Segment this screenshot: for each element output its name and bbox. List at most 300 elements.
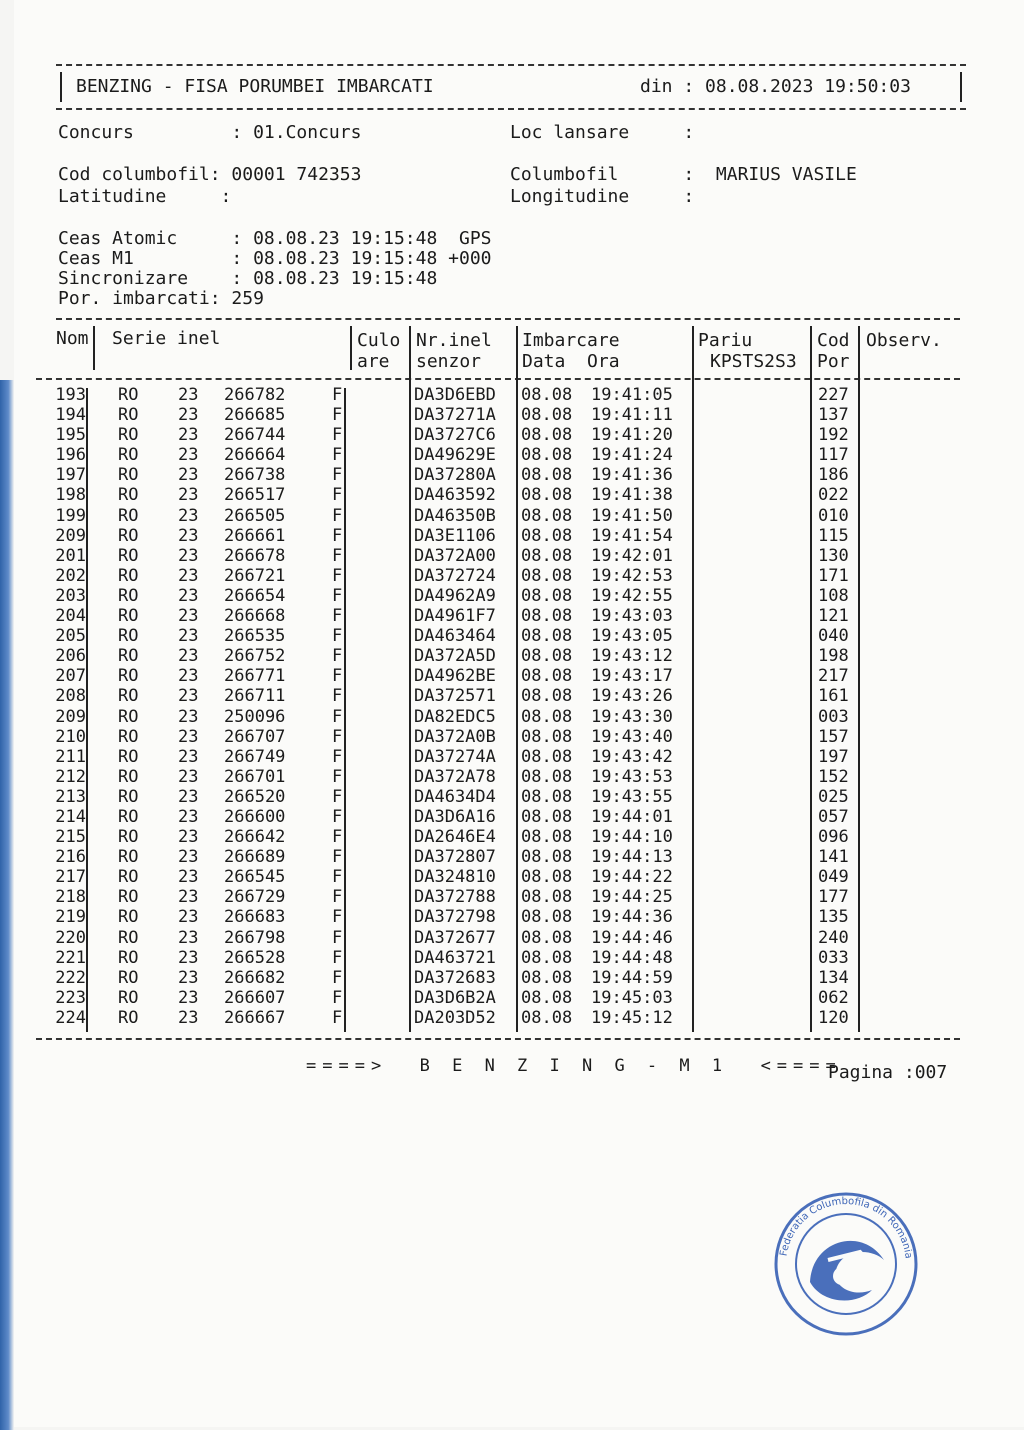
cell-nom: 219 bbox=[55, 907, 86, 928]
cell-country: RO bbox=[118, 545, 139, 566]
cell-country: RO bbox=[118, 947, 139, 968]
cell-sensor: DA37280A bbox=[414, 465, 496, 486]
cell-sex: F bbox=[332, 806, 343, 827]
cell-date: 08.08 bbox=[521, 525, 573, 546]
cell-cod: 161 bbox=[818, 686, 849, 707]
cell-time: 19:44:22 bbox=[591, 867, 673, 888]
cell-date: 08.08 bbox=[521, 806, 573, 827]
cell-ring: 266701 bbox=[224, 766, 286, 787]
cell-country: RO bbox=[118, 887, 139, 908]
col-culoare-1: Culo bbox=[357, 330, 401, 351]
cell-year: 23 bbox=[178, 987, 199, 1008]
cell-sex: F bbox=[332, 786, 343, 807]
cell-ring: 266607 bbox=[224, 987, 286, 1008]
cell-nom: 224 bbox=[55, 1007, 86, 1028]
cell-ring: 266782 bbox=[224, 385, 286, 405]
cell-sensor: DA46350B bbox=[414, 505, 496, 526]
cell-date: 08.08 bbox=[521, 987, 573, 1008]
cell-nom: 197 bbox=[55, 465, 86, 486]
cell-country: RO bbox=[118, 1007, 139, 1028]
cell-ring: 266749 bbox=[224, 746, 286, 767]
cell-sex: F bbox=[332, 445, 343, 466]
cell-sex: F bbox=[332, 887, 343, 908]
col-cod-por-1: Cod bbox=[817, 330, 850, 351]
cell-year: 23 bbox=[178, 927, 199, 948]
cell-cod: 152 bbox=[818, 766, 849, 787]
cell-ring: 266729 bbox=[224, 887, 286, 908]
cell-date: 08.08 bbox=[521, 867, 573, 888]
cell-nom: 221 bbox=[55, 947, 86, 968]
col-nr-inel-2: senzor bbox=[416, 351, 482, 372]
cell-date: 08.08 bbox=[521, 585, 573, 606]
cell-ring: 266664 bbox=[224, 445, 286, 466]
cell-nom: 223 bbox=[55, 987, 86, 1008]
header-right-bar bbox=[960, 72, 962, 102]
cell-time: 19:43:05 bbox=[591, 626, 673, 647]
cell-year: 23 bbox=[178, 565, 199, 586]
latitudine-line: Latitudine : bbox=[58, 186, 243, 207]
cell-nom: 196 bbox=[55, 445, 86, 466]
sep-pariu bbox=[810, 326, 812, 1032]
cell-country: RO bbox=[118, 847, 139, 868]
cell-cod: 096 bbox=[818, 827, 849, 848]
cell-country: RO bbox=[118, 385, 139, 405]
cell-ring: 266711 bbox=[224, 686, 286, 707]
col-nr-inel-1: Nr.inel bbox=[416, 330, 492, 351]
cell-sex: F bbox=[332, 686, 343, 707]
cell-time: 19:44:48 bbox=[591, 947, 673, 968]
cell-nom: 216 bbox=[55, 847, 86, 868]
cell-date: 08.08 bbox=[521, 746, 573, 767]
cell-date: 08.08 bbox=[521, 626, 573, 647]
cell-sensor: DA4634D4 bbox=[414, 786, 496, 807]
cell-time: 19:41:05 bbox=[591, 385, 673, 405]
cell-date: 08.08 bbox=[521, 847, 573, 868]
cell-date: 08.08 bbox=[521, 405, 573, 426]
header-bottom-rule bbox=[56, 108, 966, 110]
sep-serie bbox=[344, 388, 346, 1032]
sep-nom bbox=[86, 388, 88, 1032]
col-observ: Observ. bbox=[866, 330, 942, 351]
sep-culoare bbox=[409, 326, 411, 1032]
cell-nom: 195 bbox=[55, 425, 86, 446]
cell-country: RO bbox=[118, 907, 139, 928]
cell-country: RO bbox=[118, 806, 139, 827]
cell-cod: 117 bbox=[818, 445, 849, 466]
col-pariu-2: KPSTS2S3 bbox=[710, 351, 797, 372]
cell-ring: 266738 bbox=[224, 465, 286, 486]
cell-year: 23 bbox=[178, 525, 199, 546]
cell-nom: 209 bbox=[55, 525, 86, 546]
cell-cod: 198 bbox=[818, 646, 849, 667]
cell-time: 19:41:38 bbox=[591, 485, 673, 506]
cell-country: RO bbox=[118, 786, 139, 807]
cell-sensor: DA37274A bbox=[414, 746, 496, 767]
cell-nom: 209 bbox=[55, 706, 86, 727]
cell-time: 19:42:01 bbox=[591, 545, 673, 566]
col-culoare-2: are bbox=[357, 351, 390, 372]
cell-sex: F bbox=[332, 726, 343, 747]
cell-ring: 266505 bbox=[224, 505, 286, 526]
loc-lansare-line: Loc lansare : bbox=[510, 122, 706, 143]
cell-ring: 266752 bbox=[224, 646, 286, 667]
cell-country: RO bbox=[118, 686, 139, 707]
cell-sensor: DA82EDC5 bbox=[414, 706, 496, 727]
scan-edge bbox=[0, 380, 14, 1430]
cell-sex: F bbox=[332, 385, 343, 405]
cell-time: 19:45:12 bbox=[591, 1007, 673, 1028]
cell-date: 08.08 bbox=[521, 505, 573, 526]
cell-time: 19:44:01 bbox=[591, 806, 673, 827]
table-header-rule bbox=[36, 378, 960, 380]
cell-cod: 137 bbox=[818, 405, 849, 426]
ceas-m1-line: Ceas M1 : 08.08.23 19:15:48 +000 bbox=[58, 248, 492, 269]
cell-date: 08.08 bbox=[521, 565, 573, 586]
cell-sensor: DA372788 bbox=[414, 887, 496, 908]
cell-sex: F bbox=[332, 827, 343, 848]
cell-year: 23 bbox=[178, 445, 199, 466]
cell-ring: 266668 bbox=[224, 606, 286, 627]
ceas-atomic-line: Ceas Atomic : 08.08.23 19:15:48 GPS bbox=[58, 228, 492, 249]
cell-year: 23 bbox=[178, 405, 199, 426]
table-top-rule bbox=[56, 318, 960, 320]
cell-ring: 266683 bbox=[224, 907, 286, 928]
cell-country: RO bbox=[118, 766, 139, 787]
cell-nom: 203 bbox=[55, 585, 86, 606]
cell-sex: F bbox=[332, 706, 343, 727]
cell-sensor: DA372683 bbox=[414, 967, 496, 988]
cell-nom: 206 bbox=[55, 646, 86, 667]
cell-year: 23 bbox=[178, 907, 199, 928]
cell-time: 19:44:59 bbox=[591, 967, 673, 988]
sep-serie-header bbox=[350, 326, 352, 370]
cell-nom: 198 bbox=[55, 485, 86, 506]
sep-cod bbox=[858, 326, 860, 1032]
cell-nom: 220 bbox=[55, 927, 86, 948]
cell-time: 19:43:53 bbox=[591, 766, 673, 787]
cell-country: RO bbox=[118, 746, 139, 767]
page-number: Pagina :007 bbox=[828, 1062, 948, 1083]
cell-time: 19:43:30 bbox=[591, 706, 673, 727]
cell-time: 19:43:55 bbox=[591, 786, 673, 807]
cell-country: RO bbox=[118, 987, 139, 1008]
cell-country: RO bbox=[118, 706, 139, 727]
cell-cod: 141 bbox=[818, 847, 849, 868]
cell-ring: 266600 bbox=[224, 806, 286, 827]
cell-cod: 227 bbox=[818, 385, 849, 405]
cell-nom: 202 bbox=[55, 565, 86, 586]
cell-sex: F bbox=[332, 867, 343, 888]
cell-ring: 266642 bbox=[224, 827, 286, 848]
cell-year: 23 bbox=[178, 646, 199, 667]
cell-cod: 108 bbox=[818, 585, 849, 606]
cell-sex: F bbox=[332, 666, 343, 687]
cell-date: 08.08 bbox=[521, 766, 573, 787]
cell-sex: F bbox=[332, 907, 343, 928]
cell-sex: F bbox=[332, 505, 343, 526]
cell-country: RO bbox=[118, 666, 139, 687]
cell-cod: 134 bbox=[818, 967, 849, 988]
cell-year: 23 bbox=[178, 686, 199, 707]
sincronizare-line: Sincronizare : 08.08.23 19:15:48 bbox=[58, 268, 438, 289]
cell-time: 19:41:36 bbox=[591, 465, 673, 486]
cell-time: 19:41:50 bbox=[591, 505, 673, 526]
cell-nom: 213 bbox=[55, 786, 86, 807]
cell-sex: F bbox=[332, 485, 343, 506]
cell-nom: 201 bbox=[55, 545, 86, 566]
cell-sex: F bbox=[332, 585, 343, 606]
cell-year: 23 bbox=[178, 947, 199, 968]
cell-country: RO bbox=[118, 827, 139, 848]
cell-cod: 049 bbox=[818, 867, 849, 888]
cell-sex: F bbox=[332, 425, 343, 446]
cell-country: RO bbox=[118, 505, 139, 526]
cell-date: 08.08 bbox=[521, 465, 573, 486]
cell-cod: 186 bbox=[818, 465, 849, 486]
cell-cod: 217 bbox=[818, 666, 849, 687]
cell-country: RO bbox=[118, 445, 139, 466]
cell-date: 08.08 bbox=[521, 666, 573, 687]
cell-sex: F bbox=[332, 405, 343, 426]
cell-cod: 010 bbox=[818, 505, 849, 526]
cell-date: 08.08 bbox=[521, 485, 573, 506]
cell-nom: 211 bbox=[55, 746, 86, 767]
cell-year: 23 bbox=[178, 485, 199, 506]
cell-time: 19:44:10 bbox=[591, 827, 673, 848]
cell-sensor: DA4962A9 bbox=[414, 585, 496, 606]
cell-sex: F bbox=[332, 927, 343, 948]
cell-ring: 266678 bbox=[224, 545, 286, 566]
cell-nom: 218 bbox=[55, 887, 86, 908]
cell-sex: F bbox=[332, 465, 343, 486]
cell-sex: F bbox=[332, 565, 343, 586]
cell-time: 19:41:54 bbox=[591, 525, 673, 546]
cell-date: 08.08 bbox=[521, 646, 573, 667]
cell-date: 08.08 bbox=[521, 545, 573, 566]
sep-sensor bbox=[516, 326, 518, 1032]
cell-country: RO bbox=[118, 465, 139, 486]
cell-time: 19:43:03 bbox=[591, 606, 673, 627]
cell-sex: F bbox=[332, 847, 343, 868]
cell-year: 23 bbox=[178, 706, 199, 727]
cell-year: 23 bbox=[178, 465, 199, 486]
cell-country: RO bbox=[118, 967, 139, 988]
col-imbarcare-1: Imbarcare bbox=[522, 330, 620, 351]
cell-nom: 193 bbox=[55, 385, 86, 405]
cell-time: 19:41:11 bbox=[591, 405, 673, 426]
col-nom: Nom bbox=[56, 328, 89, 349]
cell-sensor: DA3D6A16 bbox=[414, 806, 496, 827]
cell-sensor: DA3D6EBD bbox=[414, 385, 496, 405]
footer-band: ====> B E N Z I N G - M 1 <==== bbox=[306, 1056, 842, 1076]
cell-date: 08.08 bbox=[521, 706, 573, 727]
col-cod-por-2: Por bbox=[817, 351, 850, 372]
cell-country: RO bbox=[118, 726, 139, 747]
cell-date: 08.08 bbox=[521, 907, 573, 928]
cell-country: RO bbox=[118, 646, 139, 667]
cell-sensor: DA372798 bbox=[414, 907, 496, 928]
cell-ring: 266707 bbox=[224, 726, 286, 747]
cell-year: 23 bbox=[178, 766, 199, 787]
cell-country: RO bbox=[118, 927, 139, 948]
cell-year: 23 bbox=[178, 806, 199, 827]
cell-date: 08.08 bbox=[521, 1007, 573, 1028]
cell-nom: 204 bbox=[55, 606, 86, 627]
cell-cod: 171 bbox=[818, 565, 849, 586]
cell-time: 19:44:25 bbox=[591, 887, 673, 908]
cell-cod: 003 bbox=[818, 706, 849, 727]
cell-sensor: DA463592 bbox=[414, 485, 496, 506]
cell-date: 08.08 bbox=[521, 927, 573, 948]
cell-year: 23 bbox=[178, 385, 199, 405]
stamp-text: Federatia Columbofila din Romania bbox=[778, 1195, 914, 1260]
cell-date: 08.08 bbox=[521, 686, 573, 707]
cell-sensor: DA372724 bbox=[414, 565, 496, 586]
cell-sex: F bbox=[332, 1007, 343, 1028]
concurs-line: Concurs : 01.Concurs bbox=[58, 122, 362, 143]
cell-time: 19:44:46 bbox=[591, 927, 673, 948]
col-serie-inel: Serie inel bbox=[112, 328, 221, 349]
cell-cod: 130 bbox=[818, 545, 849, 566]
cell-nom: 207 bbox=[55, 666, 86, 687]
cell-sensor: DA372571 bbox=[414, 686, 496, 707]
col-pariu-1: Pariu bbox=[698, 330, 753, 351]
cell-time: 19:44:36 bbox=[591, 907, 673, 928]
cell-sex: F bbox=[332, 967, 343, 988]
cell-sensor: DA372A00 bbox=[414, 545, 496, 566]
cell-time: 19:42:53 bbox=[591, 565, 673, 586]
longitudine-line: Longitudine : bbox=[510, 186, 706, 207]
cell-ring: 266654 bbox=[224, 585, 286, 606]
stamp-seal-icon bbox=[772, 1190, 920, 1338]
cell-sensor: DA3E1106 bbox=[414, 525, 496, 546]
cell-sensor: DA203D52 bbox=[414, 1007, 496, 1028]
cell-year: 23 bbox=[178, 1007, 199, 1028]
cell-sensor: DA372677 bbox=[414, 927, 496, 948]
cell-country: RO bbox=[118, 425, 139, 446]
cell-time: 19:43:40 bbox=[591, 726, 673, 747]
cell-date: 08.08 bbox=[521, 967, 573, 988]
cell-sex: F bbox=[332, 606, 343, 627]
cell-sensor: DA372807 bbox=[414, 847, 496, 868]
col-imbarcare-2: Data Ora bbox=[522, 351, 620, 372]
cell-sensor: DA463721 bbox=[414, 947, 496, 968]
cell-country: RO bbox=[118, 485, 139, 506]
cell-sensor: DA372A0B bbox=[414, 726, 496, 747]
cell-sensor: DA37271A bbox=[414, 405, 496, 426]
sep-imbarcare bbox=[692, 326, 694, 1032]
cell-year: 23 bbox=[178, 746, 199, 767]
cell-sensor: DA372A78 bbox=[414, 766, 496, 787]
cell-cod: 177 bbox=[818, 887, 849, 908]
cell-sex: F bbox=[332, 987, 343, 1008]
cell-ring: 266682 bbox=[224, 967, 286, 988]
cell-sex: F bbox=[332, 947, 343, 968]
cell-nom: 217 bbox=[55, 867, 86, 888]
cell-cod: 057 bbox=[818, 806, 849, 827]
header-left-bar bbox=[60, 72, 62, 102]
cell-sensor: DA49629E bbox=[414, 445, 496, 466]
cell-sex: F bbox=[332, 746, 343, 767]
cell-year: 23 bbox=[178, 606, 199, 627]
cell-time: 19:43:12 bbox=[591, 646, 673, 667]
cell-sensor: DA4962BE bbox=[414, 666, 496, 687]
cell-country: RO bbox=[118, 525, 139, 546]
cell-date: 08.08 bbox=[521, 385, 573, 405]
cell-ring: 266661 bbox=[224, 525, 286, 546]
cell-sensor: DA3727C6 bbox=[414, 425, 496, 446]
cell-nom: 214 bbox=[55, 806, 86, 827]
cell-ring: 266744 bbox=[224, 425, 286, 446]
cell-cod: 062 bbox=[818, 987, 849, 1008]
cell-year: 23 bbox=[178, 786, 199, 807]
cell-time: 19:42:55 bbox=[591, 585, 673, 606]
cell-country: RO bbox=[118, 585, 139, 606]
cell-date: 08.08 bbox=[521, 827, 573, 848]
cell-nom: 208 bbox=[55, 686, 86, 707]
cell-time: 19:45:03 bbox=[591, 987, 673, 1008]
cell-country: RO bbox=[118, 626, 139, 647]
porumbei-imbarcati-line: Por. imbarcati: 259 bbox=[58, 288, 264, 309]
cell-sensor: DA4961F7 bbox=[414, 606, 496, 627]
cell-ring: 266535 bbox=[224, 626, 286, 647]
cell-ring: 250096 bbox=[224, 706, 286, 727]
cell-year: 23 bbox=[178, 967, 199, 988]
cell-nom: 215 bbox=[55, 827, 86, 848]
cell-sensor: DA3D6B2A bbox=[414, 987, 496, 1008]
cell-time: 19:43:42 bbox=[591, 746, 673, 767]
cell-nom: 210 bbox=[55, 726, 86, 747]
document-date: din : 08.08.2023 19:50:03 bbox=[640, 76, 911, 97]
cell-sensor: DA2646E4 bbox=[414, 827, 496, 848]
cell-time: 19:44:13 bbox=[591, 847, 673, 868]
cell-ring: 266667 bbox=[224, 1007, 286, 1028]
cell-nom: 222 bbox=[55, 967, 86, 988]
cell-cod: 033 bbox=[818, 947, 849, 968]
cell-year: 23 bbox=[178, 626, 199, 647]
cell-ring: 266517 bbox=[224, 485, 286, 506]
cell-country: RO bbox=[118, 405, 139, 426]
sep-nom-header bbox=[93, 326, 95, 370]
cell-sex: F bbox=[332, 646, 343, 667]
cell-date: 08.08 bbox=[521, 947, 573, 968]
cell-cod: 121 bbox=[818, 606, 849, 627]
cell-year: 23 bbox=[178, 887, 199, 908]
cell-year: 23 bbox=[178, 847, 199, 868]
cell-ring: 266520 bbox=[224, 786, 286, 807]
cell-country: RO bbox=[118, 606, 139, 627]
cell-time: 19:43:26 bbox=[591, 686, 673, 707]
cell-sex: F bbox=[332, 626, 343, 647]
cell-year: 23 bbox=[178, 666, 199, 687]
cell-ring: 266685 bbox=[224, 405, 286, 426]
columbofil-line: Columbofil : MARIUS VASILE bbox=[510, 164, 857, 185]
table-bottom-rule bbox=[36, 1038, 960, 1040]
cell-country: RO bbox=[118, 867, 139, 888]
cell-date: 08.08 bbox=[521, 445, 573, 466]
cell-year: 23 bbox=[178, 867, 199, 888]
cell-cod: 120 bbox=[818, 1007, 849, 1028]
cell-time: 19:43:17 bbox=[591, 666, 673, 687]
cell-cod: 192 bbox=[818, 425, 849, 446]
cell-ring: 266545 bbox=[224, 867, 286, 888]
cell-ring: 266721 bbox=[224, 565, 286, 586]
cod-columbofil-line: Cod columbofil: 00001 742353 bbox=[58, 164, 362, 185]
document-title: BENZING - FISA PORUMBEI IMBARCATI bbox=[76, 76, 434, 97]
cell-cod: 240 bbox=[818, 927, 849, 948]
cell-ring: 266771 bbox=[224, 666, 286, 687]
header-top-rule bbox=[56, 64, 966, 66]
